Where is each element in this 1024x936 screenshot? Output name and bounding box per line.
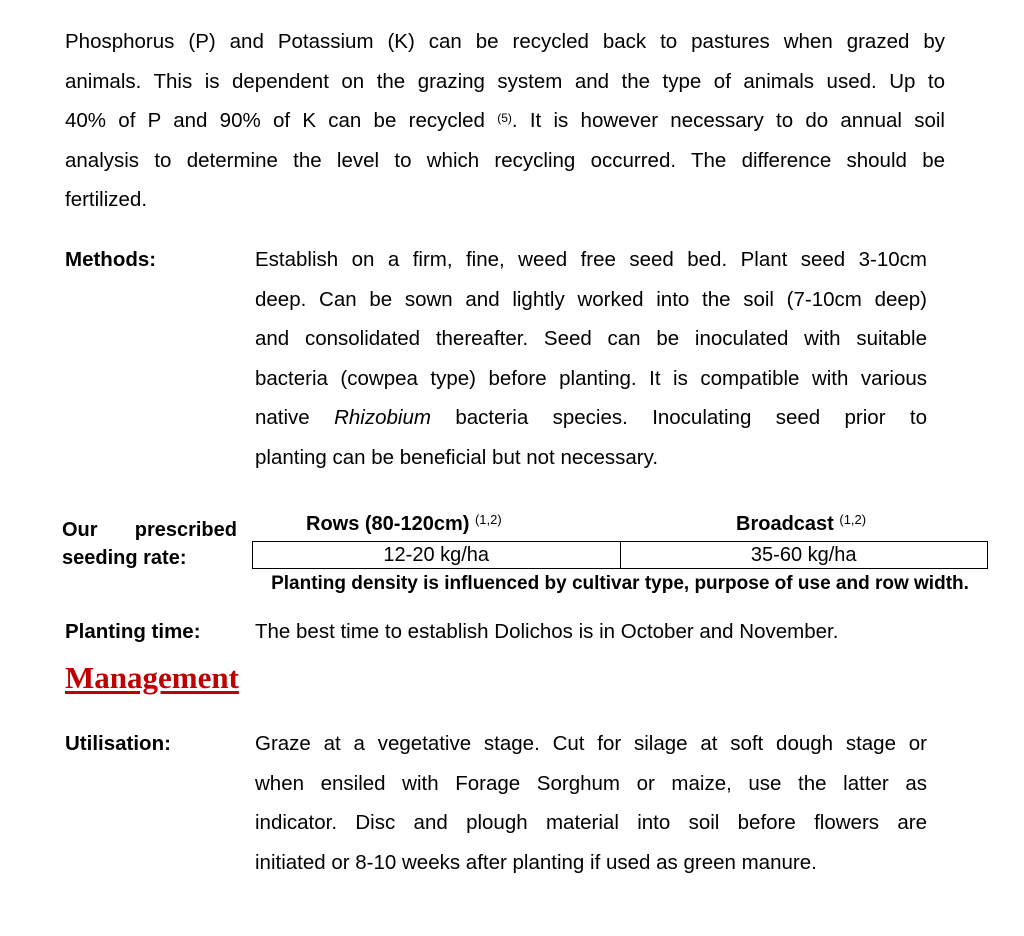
seeding-rate-label-line-2: seeding rate: [62,547,187,569]
management-heading: Management [65,660,239,695]
broadcast-header-text: Broadcast [736,513,834,535]
planting-time-text [255,612,927,652]
reference-5: (5) [497,111,512,125]
broadcast-header [736,513,866,536]
utilisation-label: Utilisation: [65,732,171,755]
broadcast-value-cell: 35-60 kg/ha [620,542,988,569]
intro-line-1: Phosphorus (P) and Potassium (K) can be recycled back to pastures when grazed by [65,30,945,53]
intro-line-2: animals. This is dependent on the grazing system and the type of animals used. Up to [65,69,945,93]
planting-density-note: Planting density is influenced by cultivar type, purpose of use and row width. [271,573,969,594]
intro-line-4: analysis to determine the level to which recycling occurred. The difference should be [65,148,945,172]
intro-line-5: fertilized. [65,188,148,211]
utilisation-line-4: initiated or 8-10 weeks after planting if used as green manure. [255,850,817,874]
intro-line-3a: 40% of P and 90% of K can be recycled [65,109,485,132]
rows-header [306,513,502,536]
planting-time-line: The best time to establish Dolichos is in October and November. [255,620,839,643]
utilisation-line-1: Graze at a vegetative stage. Cut for silage at soft dough stage or [255,732,927,755]
methods-line-3: and consolidated thereafter. Seed can be inoculated with suitable [255,327,927,350]
methods-line-5b: bacteria species. Inoculating seed prior to [455,406,927,429]
utilisation-line-3: indicator. Disc and plough material into soil before flowers are [255,811,927,834]
methods-line-6: planting can be beneficial but not necessary. [255,445,659,469]
utilisation-line-2: when ensiled with Forage Sorghum or maize, use the latter as [255,771,927,795]
rows-value-cell: 12-20 kg/ha [253,542,621,569]
methods-text [255,240,927,477]
intro-line-3 [65,101,945,141]
broadcast-header-ref: (1,2) [839,512,867,527]
methods-line-5a: native [255,406,310,429]
planting-time-label: Planting time: [65,620,201,643]
rows-header-ref: (1,2) [474,512,502,527]
methods-line-1: Establish on a firm, fine, weed free seed bed. Plant seed 3-10cm [255,248,927,271]
rhizobium-italic: Rhizobium [334,406,431,429]
table-row [253,542,988,569]
seeding-rate-label [62,516,237,572]
intro-paragraph [65,22,945,220]
rows-header-text: Rows (80-120cm) [306,513,470,535]
utilisation-text [255,724,927,882]
seeding-rate-label-line-1: Our prescribed [62,519,237,541]
seeding-rate-table [252,541,988,569]
methods-line-5 [255,398,927,438]
methods-line-2: deep. Can be sown and lightly worked into the soil (7-10cm deep) [255,287,927,311]
methods-line-4: bacteria (cowpea type) before planting. It is compatible with various [255,366,927,390]
methods-label: Methods: [65,248,157,271]
intro-line-3b: . It is however necessary to do annual soil [511,109,945,132]
